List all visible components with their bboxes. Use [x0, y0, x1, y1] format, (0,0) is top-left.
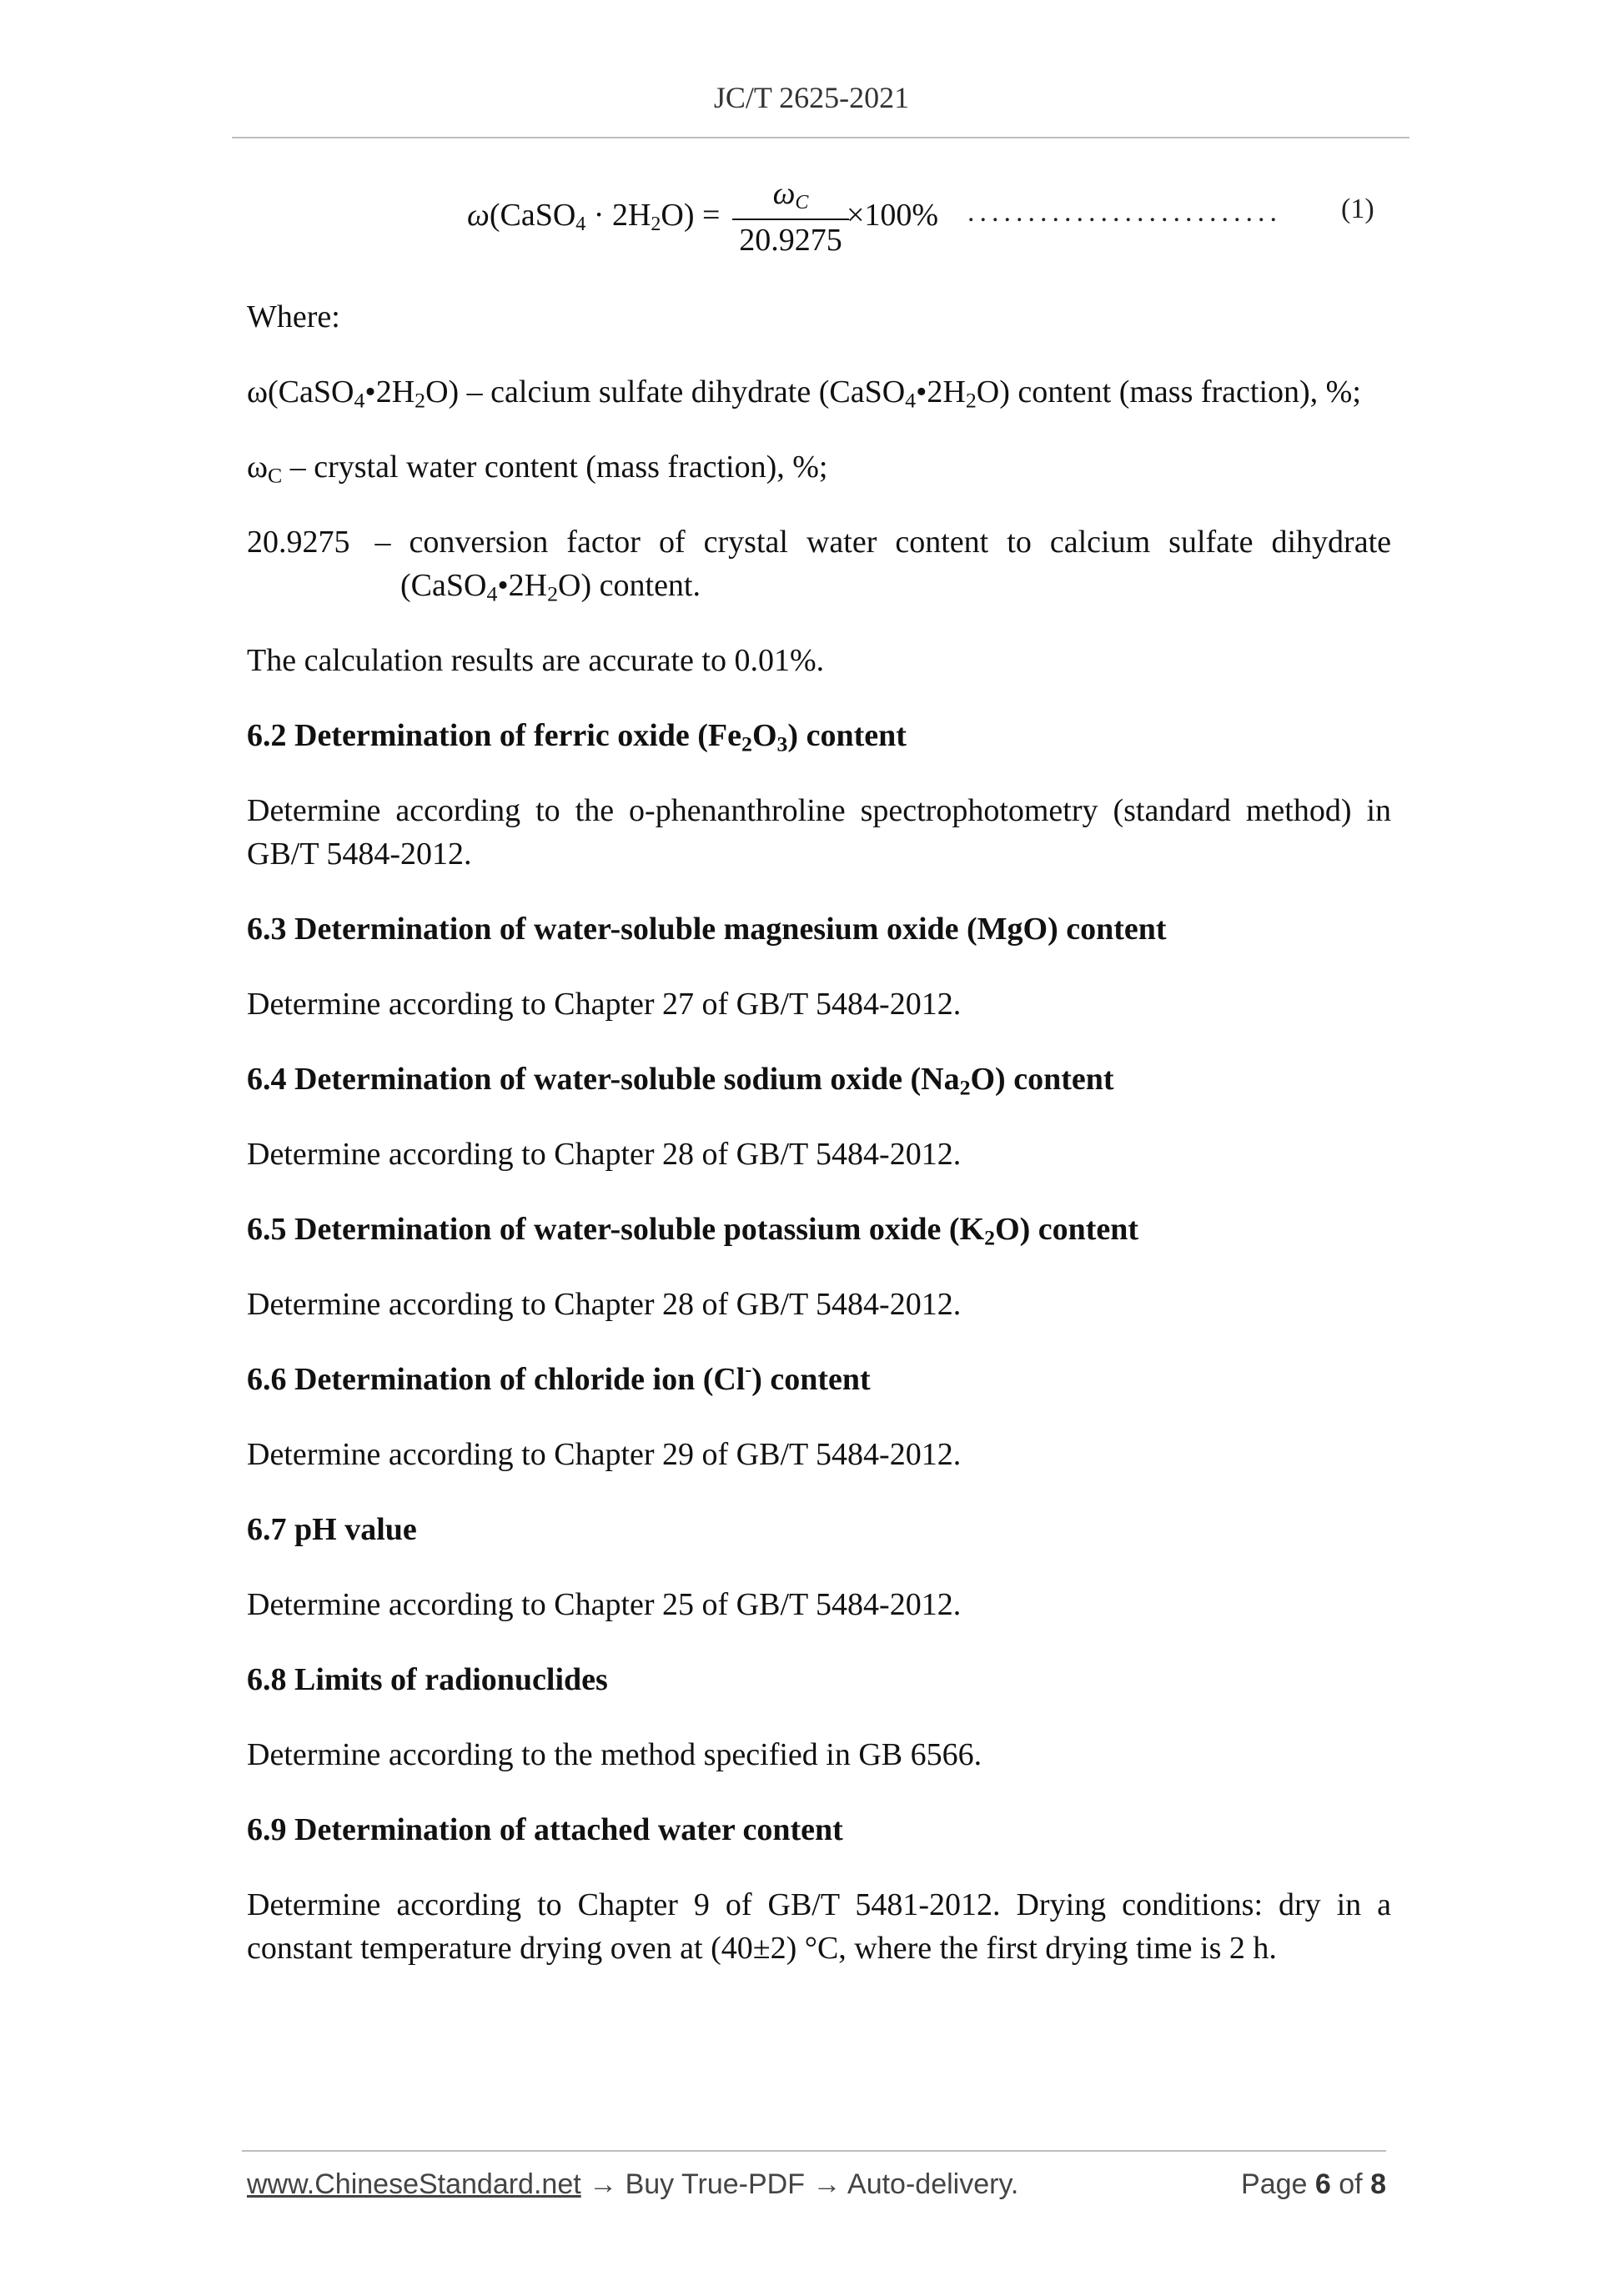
- formula-lhs: ω(CaSO$_4$ · $2H_2O$) =: [467, 198, 721, 235]
- definition-omega-caso4: $\omega(CaSO_4•2H_2O)$ – calcium sulfate dihydrate $(CaSO_4•2H_2O)$ content (mass fraction), %;: [247, 374, 1361, 413]
- definition-line-2: $(CaSO_4•2H_2O)$ content.: [400, 568, 701, 606]
- heading-6-7: 6.7 pH value: [247, 1512, 417, 1547]
- current-page-number: 6: [1314, 2168, 1331, 2200]
- body-6-8: Determine according to the method specified in GB 6566.: [247, 1737, 982, 1772]
- heading-6-5: 6.5 Determination of water-soluble potassium oxide $(K_2O)$ content: [247, 1212, 1139, 1250]
- heading-6-3: 6.3 Determination of water-soluble magnesium oxide (MgO) content: [247, 912, 1167, 947]
- footer-divider: [242, 2150, 1386, 2152]
- equation-number: (1): [1341, 193, 1374, 224]
- auto-delivery-text: Auto-delivery.: [847, 2168, 1019, 2200]
- total-pages: 8: [1370, 2168, 1386, 2200]
- body-6-7: Determine according to Chapter 25 of GB/T 5484-2012.: [247, 1587, 962, 1622]
- body-6-9: Determine according to Chapter 9 of GB/T 5481-2012. Drying conditions: dry in a constant temperature drying oven at (40±2) °C, where the first drying time is 2 h.: [247, 1887, 1391, 1966]
- where-label: Where:: [247, 299, 340, 334]
- document-code-header: JC/T 2625-2021: [713, 81, 910, 114]
- body-6-2: Determine according to the o-phenanthroline spectrophotometry (standard method) in GB/T 5484-2012.: [247, 793, 1391, 872]
- definition-omega-c: $\omega_C$ – crystal water content (mass fraction), %;: [247, 450, 828, 488]
- definition-conversion-factor: [247, 520, 1391, 607]
- arrow-right-icon: →: [589, 2168, 618, 2200]
- body-6-5: Determine according to Chapter 28 of GB/T 5484-2012.: [247, 1287, 962, 1322]
- body-6-6: Determine according to Chapter 29 of GB/T 5484-2012.: [247, 1437, 962, 1472]
- formula-rhs: ×100%: [847, 198, 939, 233]
- fraction-bar: [732, 219, 849, 220]
- buy-true-pdf-text: Buy True-PDF: [625, 2168, 805, 2200]
- website-link[interactable]: www.ChineseStandard.net: [247, 2168, 581, 2200]
- heading-6-6: 6.6 Determination of chloride ion (Cl-) content: [247, 1359, 871, 1397]
- definition-line-1: 20.9275 – conversion factor of crystal water content to calcium sulfate dihydrate: [247, 525, 1391, 560]
- body-6-3: Determine according to Chapter 27 of GB/T 5484-2012.: [247, 987, 962, 1022]
- header-divider: [232, 137, 1409, 138]
- heading-6-9: 6.9 Determination of attached water content: [247, 1812, 843, 1847]
- formula-numerator: $\omega_C$: [772, 176, 809, 214]
- heading-6-8: 6.8 Limits of radionuclides: [247, 1662, 608, 1697]
- formula-denominator: 20.9275: [739, 223, 842, 258]
- heading-6-2: 6.2 Determination of ferric oxide $(Fe_2O_3)$ content: [247, 718, 907, 756]
- accuracy-note: The calculation results are accurate to 0.01%.: [247, 643, 825, 678]
- body-6-4: Determine according to Chapter 28 of GB/T 5484-2012.: [247, 1137, 962, 1172]
- footer-promo: [247, 2168, 1018, 2201]
- heading-6-4: 6.4 Determination of water-soluble sodium oxide $(Na_2O)$ content: [247, 1062, 1114, 1100]
- arrow-right-icon: →: [812, 2168, 842, 2200]
- leader-dots: ..........................: [967, 197, 1282, 228]
- page-indicator: Page 6 of 8: [1241, 2168, 1386, 2200]
